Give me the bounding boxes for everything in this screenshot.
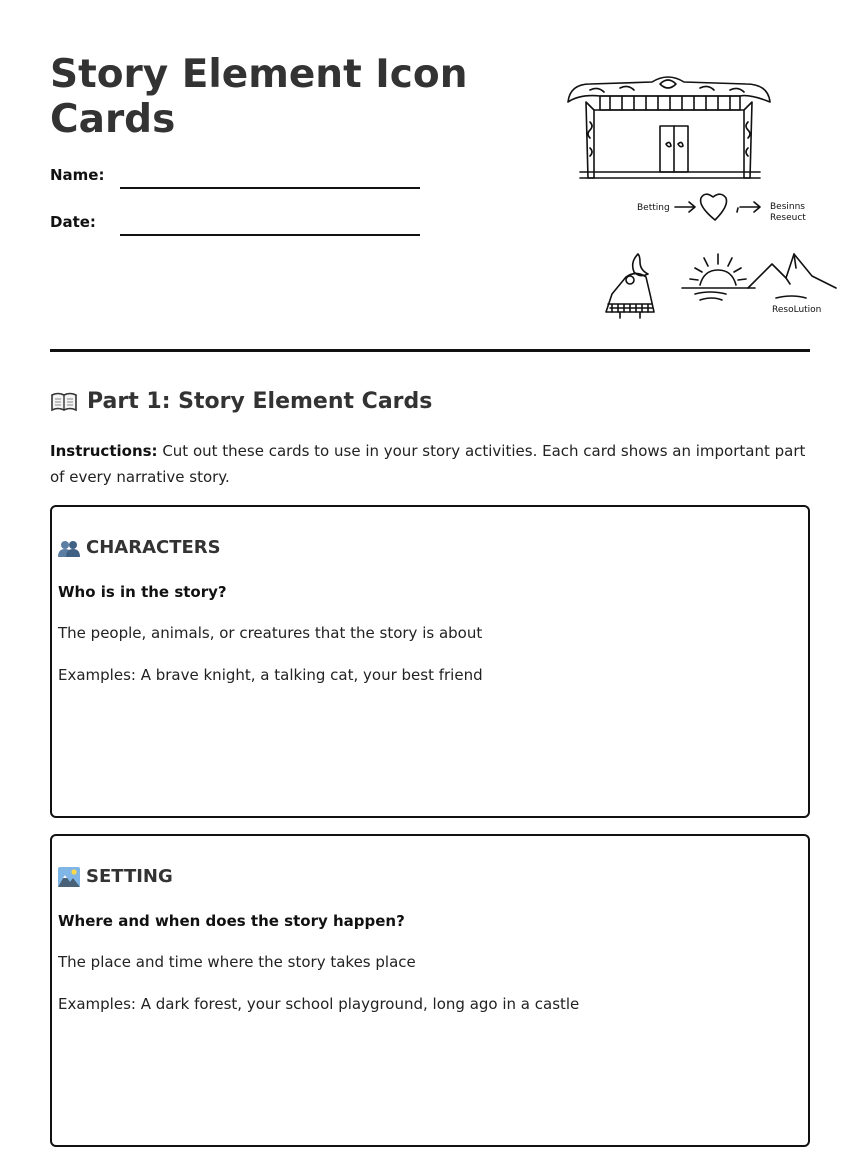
worksheet-header	[50, 0, 822, 352]
instructions-text: Cut out these cards to use in your story activities. Each card shows an important part of every narrative story.	[50, 442, 806, 486]
cloaked-figure-icon	[606, 254, 654, 318]
story-card-setting	[50, 834, 810, 1147]
card-examples: Examples: A dark forest, your school playground, long ago in a castle	[58, 995, 580, 1013]
instructions	[50, 438, 810, 490]
name-write-line	[120, 187, 420, 189]
instructions-label: Instructions:	[50, 442, 158, 460]
name-field	[50, 163, 420, 193]
story-illustration	[550, 72, 822, 322]
card-title	[58, 537, 221, 558]
worksheet-page	[50, 0, 822, 1013]
landscape-icon	[58, 867, 80, 887]
card-title-text: SETTING	[86, 866, 173, 887]
page-title: Story Element Icon Cards	[50, 52, 468, 142]
heart-icon	[701, 194, 727, 220]
section-title-part1	[50, 389, 432, 414]
card-description: The place and time where the story takes place	[58, 953, 416, 971]
date-label: Date:	[50, 213, 96, 231]
flow-label-right-2: Reseuct	[770, 213, 806, 223]
open-book-icon	[50, 391, 78, 413]
date-field	[50, 210, 420, 240]
flow-label-right-1: Besinns	[770, 202, 805, 212]
flow-label-left: Betting	[637, 203, 670, 213]
card-question: Who is in the story?	[58, 583, 227, 601]
resolution-label: ResoLution	[772, 305, 822, 315]
story-flow-diagram	[637, 194, 806, 223]
card-examples: Examples: A brave knight, a talking cat, your best friend	[58, 666, 483, 684]
story-card-characters	[50, 505, 810, 818]
section-title-text: Part 1: Story Element Cards	[87, 389, 433, 414]
date-write-line	[120, 234, 420, 236]
sunrise-mountains-icon	[682, 254, 836, 315]
card-title	[58, 866, 173, 887]
card-title-text: CHARACTERS	[86, 537, 221, 558]
two-people-icon	[58, 538, 80, 558]
header-divider	[50, 349, 810, 352]
card-question: Where and when does the story happen?	[58, 912, 405, 930]
name-label: Name:	[50, 166, 105, 184]
meeting-house-icon	[568, 77, 770, 178]
card-description: The people, animals, or creatures that the story is about	[58, 624, 483, 642]
